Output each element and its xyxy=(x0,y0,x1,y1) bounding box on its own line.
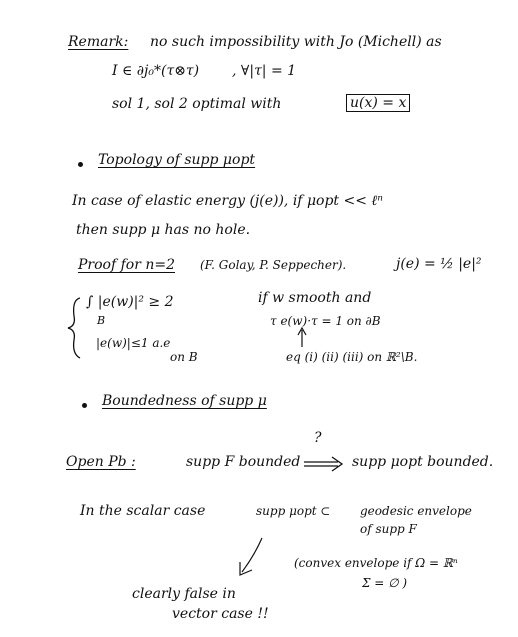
topology-line1: In case of elastic energy (j(e)), if μopt << ℓⁿ xyxy=(72,193,383,209)
implies-arrow-head xyxy=(332,457,342,471)
condition-left: |e(w)|≤1 a.e xyxy=(96,336,171,350)
open-problem-question: ? xyxy=(314,430,322,446)
geodesic-envelope: geodesic envelope xyxy=(360,504,472,518)
vector-case-note: vector case !! xyxy=(172,606,269,622)
scalar-inclusion: supp μopt ⊂ xyxy=(256,504,331,518)
convex-envelope-condition: Σ = ∅ ) xyxy=(362,576,408,590)
remark-line3: sol 1, sol 2 optimal with xyxy=(112,96,282,112)
scalar-case-label: In the scalar case xyxy=(80,503,206,519)
remark-line2-a: I ∈ ∂j₀*(τ⊗τ) xyxy=(112,63,200,79)
if-condition: if w smooth and xyxy=(258,290,372,306)
boundedness-heading: Boundedness of supp μ xyxy=(102,393,267,409)
remark-boxed-formula: u(x) = x xyxy=(346,94,410,112)
proof-reference: (F. Golay, P. Seppecher). xyxy=(200,258,347,272)
open-problem-right: supp μopt bounded. xyxy=(352,454,494,470)
down-arrow xyxy=(242,538,262,572)
up-arrow-head xyxy=(298,328,306,335)
boundary-condition: τ e(w)·τ = 1 on ∂B xyxy=(270,314,381,328)
integral-inequality: ∫ |e(w)|² ≥ 2 xyxy=(86,294,174,310)
condition-left-domain: on B xyxy=(170,350,198,364)
curly-brace xyxy=(68,298,80,358)
open-problem-label: Open Pb : xyxy=(66,454,136,470)
clearly-false-note: clearly false in xyxy=(132,586,236,602)
geodesic-envelope-of: of supp F xyxy=(360,522,417,536)
remark-text: no such impossibility with Jo (Michell) as xyxy=(150,34,442,50)
remark-line2-b: , ∀|τ| = 1 xyxy=(232,63,297,79)
bullet-topology xyxy=(78,162,83,167)
integral-domain: B xyxy=(97,314,106,327)
topology-line2: then supp μ has no hole. xyxy=(76,222,251,238)
convex-envelope-note: (convex envelope if Ω = ℝⁿ xyxy=(294,556,458,570)
equation-reference: eq (i) (ii) (iii) on ℝ²\B. xyxy=(286,350,418,364)
implies-arrow xyxy=(304,462,338,466)
down-arrow-head xyxy=(240,562,252,575)
topology-heading: Topology of supp μopt xyxy=(98,152,256,168)
energy-formula: j(e) = ½ |e|² xyxy=(396,256,482,272)
remark-label: Remark: xyxy=(68,34,129,50)
proof-label: Proof for n=2 xyxy=(78,257,176,273)
open-problem-left: supp F bounded xyxy=(186,454,301,470)
bullet-boundedness xyxy=(82,403,87,408)
